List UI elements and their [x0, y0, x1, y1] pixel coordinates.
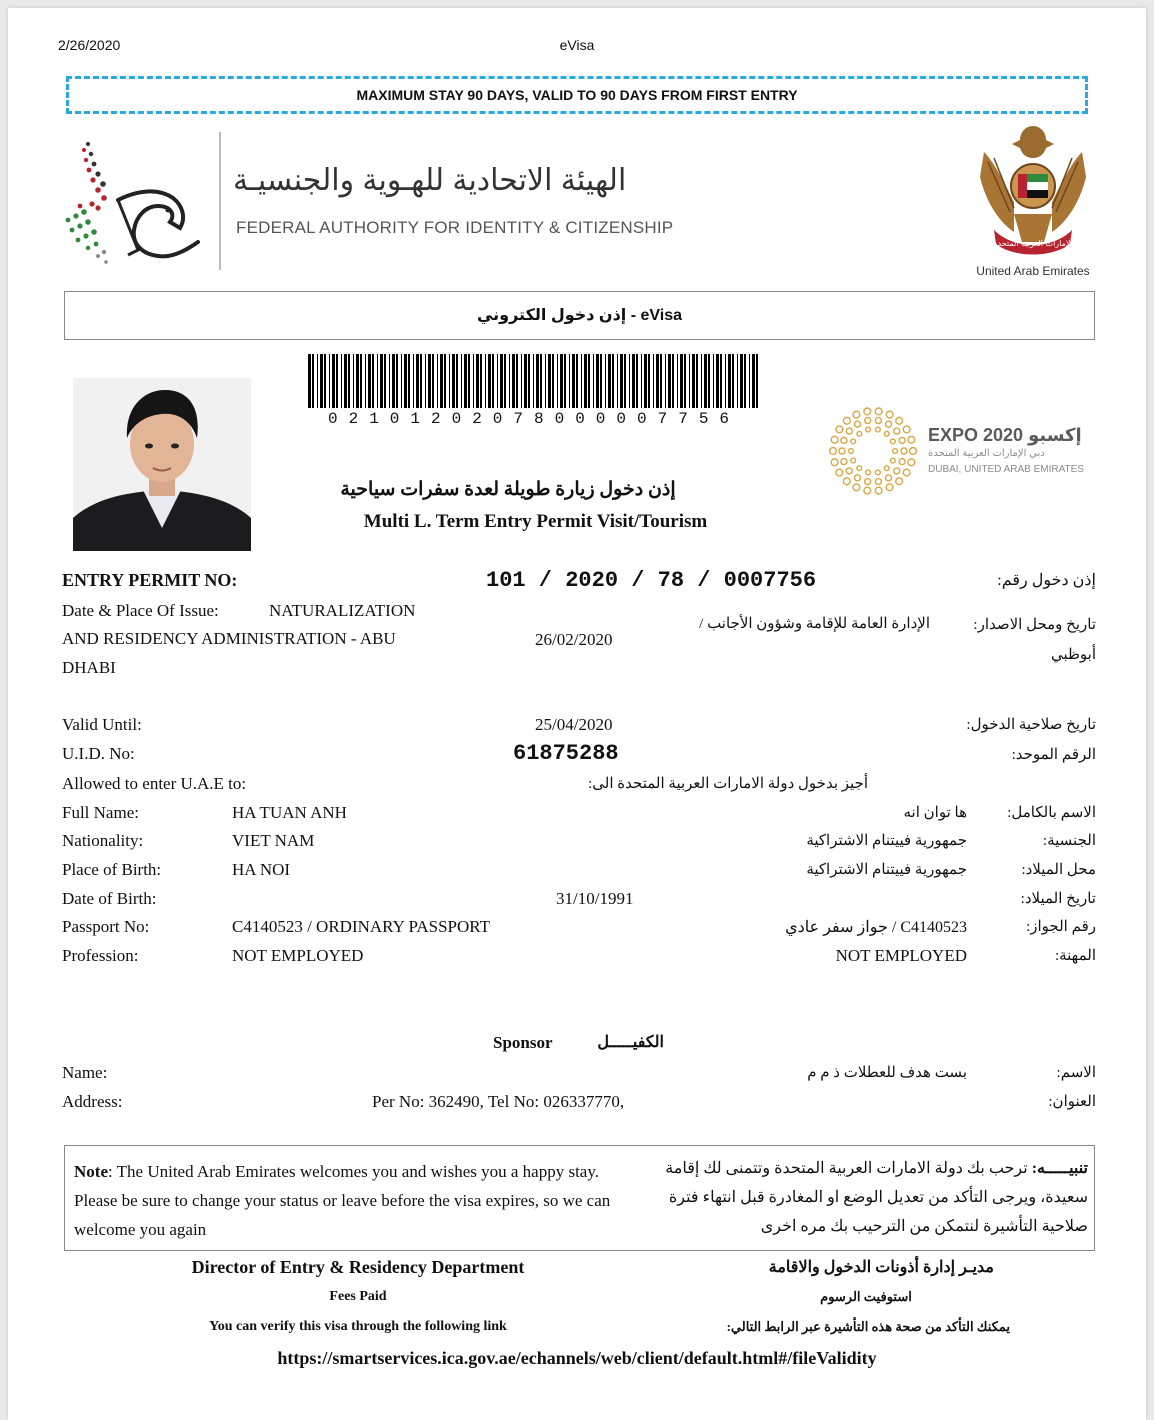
barcode-number: 02101202078000007756 — [327, 410, 741, 428]
entry-permit-label: ENTRY PERMIT NO: — [62, 570, 238, 590]
note-text-ar: ترحب بك دولة الامارات العربية المتحدة وتتمنى لك إقامة سعيدة، ويرجى التأكد من تعديل الوضع او المغادرة قبل انتهاء فترة صلاحية التأشيرة لنتمكن من الترحيب بك مره اخرى — [665, 1160, 1088, 1235]
barcode-bar — [428, 354, 431, 408]
expo-dot — [890, 458, 895, 463]
expo-dot — [855, 475, 861, 481]
barcode-bar — [644, 354, 647, 408]
profession-label-ar: المهنة: — [1054, 948, 1096, 964]
barcode-bar — [569, 354, 570, 408]
barcode-bar — [521, 354, 522, 408]
expo-subtitle-ar: دبي الإمارات العربية المتحدة — [928, 448, 1045, 459]
expo-dot — [849, 449, 854, 454]
fees-paid-en: Fees Paid — [329, 1289, 387, 1304]
barcode-bar — [384, 354, 386, 408]
barcode-bar — [392, 354, 395, 408]
expo-dot — [899, 437, 905, 443]
barcode-bar — [740, 354, 743, 408]
page-title: eVisa — [559, 37, 595, 53]
entry-permit-label-ar: إذن دخول رقم: — [997, 572, 1096, 589]
expo-dot — [901, 448, 907, 454]
barcode-bar — [344, 354, 347, 408]
director-ar: مديـر إدارة أذونات الدخول والاقامة — [768, 1259, 994, 1276]
barcode-bar — [320, 354, 323, 408]
uid-label: U.I.D. No: — [62, 744, 135, 763]
barcode-bar — [377, 354, 378, 408]
barcode-bar — [536, 354, 539, 408]
holder-portrait-icon — [73, 378, 251, 551]
barcode-bar — [360, 354, 362, 408]
barcode-bar — [596, 354, 599, 408]
barcode-bar — [593, 354, 594, 408]
barcode-bar — [581, 354, 582, 408]
note-label-ar: تنبيـــــه: — [1031, 1160, 1088, 1177]
barcode-bar — [425, 354, 426, 408]
expo-dot — [886, 484, 893, 491]
expo-dot — [846, 468, 852, 474]
allowed-label: Allowed to enter U.A.E to: — [62, 774, 247, 793]
barcode-bar — [336, 354, 338, 408]
barcode-bar — [704, 354, 707, 408]
sponsor-name-label-ar: الاسم: — [1056, 1065, 1096, 1081]
barcode-bar — [653, 354, 654, 408]
evisa-document — [8, 8, 1146, 1420]
barcode-bar — [524, 354, 527, 408]
barcode-bar — [332, 354, 335, 408]
expo-dot — [865, 479, 871, 485]
barcode-bar — [672, 354, 674, 408]
barcode-bar — [552, 354, 554, 408]
barcode-bar — [641, 354, 642, 408]
issue-place-line3: DHABI — [62, 658, 116, 677]
barcode-bar — [368, 354, 371, 408]
sponsor-address-label: Address: — [62, 1092, 123, 1111]
expo-dot — [831, 436, 838, 443]
barcode-bar — [629, 354, 630, 408]
issue-place-line2: AND RESIDENCY ADMINISTRATION - ABU — [62, 629, 396, 648]
expo-dot — [896, 417, 903, 424]
authority-name-ar: الهيئة الاتحادية للهـوية والجنسيـة — [233, 164, 627, 197]
barcode-bar — [665, 354, 666, 408]
barcode-bar — [468, 354, 470, 408]
barcode-bar — [572, 354, 575, 408]
barcode-bar — [624, 354, 626, 408]
barcode-bar — [560, 354, 563, 408]
expo-dot — [836, 469, 843, 476]
verify-ar: يمكنك التأكد من صحة هذه التأشيرة عبر الرابط التالي: — [726, 1319, 1010, 1334]
barcode-bar — [492, 354, 494, 408]
barcode-bar — [713, 354, 714, 408]
issue-label: Date & Place Of Issue: — [62, 601, 219, 620]
barcode-bar — [632, 354, 635, 408]
permit-type-en: Multi L. Term Entry Permit Visit/Tourism — [363, 511, 708, 532]
barcode-bar — [480, 354, 482, 408]
expo-dot — [886, 411, 893, 418]
entry-permit-number: 101 / 2020 / 78 / 0007756 — [486, 568, 817, 593]
expo-dot — [841, 459, 847, 465]
expo-dot — [886, 475, 892, 481]
barcode-bar — [449, 354, 450, 408]
print-date: 2/26/2020 — [58, 37, 121, 53]
barcode-bar — [396, 354, 398, 408]
expo-dot — [890, 439, 895, 444]
barcode-bar — [533, 354, 534, 408]
barcode-bar — [737, 354, 738, 408]
place-of-birth-value: HA NOI — [232, 860, 291, 879]
expo-dot — [894, 428, 900, 434]
valid-until-value: 25/04/2020 — [535, 715, 613, 734]
barcode-bar — [452, 354, 455, 408]
barcode-bar — [420, 354, 422, 408]
full-name-label: Full Name: — [62, 803, 139, 822]
fees-paid-ar: استوفيت الرسوم — [820, 1289, 912, 1304]
verify-en: You can verify this visa through the following link — [209, 1319, 507, 1334]
barcode-bar — [312, 354, 314, 408]
authority-name-en: FEDERAL AUTHORITY FOR IDENTITY & CITIZENSHIP — [236, 218, 674, 237]
expo-dot — [839, 448, 845, 454]
barcode-bar — [545, 354, 546, 408]
nationality-value: VIET NAM — [232, 831, 315, 850]
barcode-bar — [461, 354, 462, 408]
profession-value: NOT EMPLOYED — [232, 946, 364, 965]
issue-place-ar-line2: أبوظبي — [1050, 647, 1096, 663]
falcon-logo-icon — [58, 130, 218, 280]
barcode-bar — [636, 354, 638, 408]
barcode-bar — [656, 354, 659, 408]
barcode-bar — [588, 354, 590, 408]
barcode-bar — [548, 354, 551, 408]
expo-dot — [875, 487, 882, 494]
barcode-bar — [557, 354, 558, 408]
date-of-birth-label-ar: تاريخ الميلاد: — [1020, 891, 1096, 907]
valid-until-label: Valid Until: — [62, 715, 142, 734]
expo-dot — [846, 428, 852, 434]
barcode-bar — [689, 354, 690, 408]
barcode-bar — [668, 354, 671, 408]
barcode-bar — [416, 354, 419, 408]
note-ar — [623, 1154, 1088, 1241]
barcode-bar — [684, 354, 686, 408]
profession-value-ar: NOT EMPLOYED — [835, 946, 967, 965]
expo-dot — [851, 458, 856, 463]
barcode-bar — [341, 354, 342, 408]
expo-dot — [886, 421, 892, 427]
barcode-bar — [756, 354, 758, 408]
expo-dot — [896, 478, 903, 485]
expo-dot — [843, 478, 850, 485]
barcode-bar — [456, 354, 458, 408]
barcode-bar — [444, 354, 446, 408]
expo-dot — [866, 427, 871, 432]
place-of-birth-label: Place of Birth: — [62, 860, 162, 879]
uid-label-ar: الرقم الموحد: — [1011, 747, 1096, 763]
expo-dot — [884, 466, 889, 471]
uid-value: 61875288 — [513, 741, 619, 766]
expo-dot — [851, 439, 856, 444]
barcode-bar — [413, 354, 414, 408]
evisa-title: إذن دخول الكتروني - eVisa — [64, 291, 1095, 340]
expo-dot — [903, 426, 910, 433]
expo-dot — [866, 470, 871, 475]
barcode-bar — [696, 354, 698, 408]
barcode-bar — [516, 354, 518, 408]
expo-dot — [908, 436, 915, 443]
valid-until-label-ar: تاريخ صلاحية الدخول: — [966, 717, 1096, 733]
barcode-bar — [401, 354, 402, 408]
expo-dot — [853, 484, 860, 491]
expo-dot — [864, 408, 871, 415]
expo-dot — [875, 479, 881, 485]
verification-link[interactable]: https://smartservices.ica.gov.ae/echannels/web/client/default.html#/fileValidity — [277, 1348, 877, 1368]
issue-place-line1: NATURALIZATION — [269, 601, 416, 620]
expo-dot — [899, 459, 905, 465]
date-of-birth-value: 31/10/1991 — [556, 889, 634, 908]
barcode-bar — [389, 354, 390, 408]
note-en — [74, 1157, 619, 1244]
place-of-birth-value-ar: جمهورية فييتنام الاشتراكية — [806, 862, 967, 878]
barcode-bar — [437, 354, 438, 408]
barcode-bar — [605, 354, 606, 408]
barcode-bar — [692, 354, 695, 408]
expo-dot — [841, 437, 847, 443]
issue-place-ar-line1: الإدارة العامة للإقامة وشؤون الأجانب / — [699, 616, 930, 632]
barcode-bar — [353, 354, 354, 408]
barcode-bar — [617, 354, 618, 408]
barcode-bar — [404, 354, 407, 408]
barcode-bar — [497, 354, 498, 408]
barcode-bar — [473, 354, 474, 408]
barcode-bar — [728, 354, 731, 408]
note-text: : The United Arab Emirates welcomes you and wishes you a happy stay. Please be sure to change your status or leave before the visa expires, so we can welcome you again — [74, 1162, 611, 1239]
barcode-bar — [308, 354, 311, 408]
issue-date: 26/02/2020 — [535, 630, 613, 649]
uae-emblem-caption: United Arab Emirates — [976, 264, 1090, 278]
expo-dot — [884, 431, 889, 436]
expo-2020-logo-icon — [826, 404, 920, 498]
logo-divider — [219, 132, 221, 270]
barcode-bar — [408, 354, 410, 408]
barcode-bar — [608, 354, 611, 408]
barcode-bar — [504, 354, 506, 408]
barcode-bar — [488, 354, 491, 408]
barcode-bar — [576, 354, 578, 408]
expo-subtitle-en: DUBAI, UNITED ARAB EMIRATES — [928, 464, 1084, 475]
barcode-bar — [708, 354, 710, 408]
expo-dot — [893, 449, 898, 454]
barcode-bar — [677, 354, 678, 408]
barcode-bar — [716, 354, 719, 408]
barcode-bar — [440, 354, 443, 408]
barcode-bar — [512, 354, 515, 408]
barcode-bar — [752, 354, 755, 408]
barcode-bar — [680, 354, 683, 408]
permit-type-ar: إذن دخول زيارة طويلة لعدة سفرات سياحية — [340, 479, 676, 500]
barcode-bar — [600, 354, 602, 408]
note-label: Note — [74, 1162, 108, 1181]
passport-label-ar: رقم الجواز: — [1026, 919, 1096, 935]
emblem-ribbon-text: الإمارات العربية المتحدة — [993, 239, 1073, 248]
barcode-bar — [660, 354, 662, 408]
barcode-bar — [701, 354, 702, 408]
barcode-bar — [509, 354, 510, 408]
barcode-bar — [720, 354, 722, 408]
expo-dot — [857, 466, 862, 471]
barcode-bar — [324, 354, 326, 408]
barcode-bar — [380, 354, 383, 408]
barcode-bar — [356, 354, 359, 408]
full-name-label-ar: الاسم بالكامل: — [1007, 805, 1096, 821]
barcode-bar — [485, 354, 486, 408]
expo-dot — [836, 426, 843, 433]
barcode-bar — [564, 354, 566, 408]
place-of-birth-label-ar: محل الميلاد: — [1021, 862, 1096, 878]
barcode-bar — [744, 354, 746, 408]
profession-label: Profession: — [62, 946, 139, 965]
expo-dot — [857, 431, 862, 436]
sponsor-heading-ar: الكفيـــــل — [597, 1034, 664, 1051]
expo-dot — [875, 408, 882, 415]
expo-dot — [875, 427, 880, 432]
expo-dot — [831, 459, 838, 466]
barcode-bar — [612, 354, 614, 408]
barcode-bar — [725, 354, 726, 408]
barcode-bar — [329, 354, 330, 408]
full-name-value: HA TUAN ANH — [232, 803, 347, 822]
expo-dot — [843, 417, 850, 424]
barcode-bar — [372, 354, 374, 408]
barcode-bar — [540, 354, 542, 408]
expo-dot — [894, 468, 900, 474]
barcode-bar — [365, 354, 366, 408]
nationality-label: Nationality: — [62, 831, 144, 850]
sponsor-name-value-ar: بست هدف للعطلات ذ م م — [807, 1065, 967, 1081]
issue-label-ar: تاريخ ومحل الاصدار: — [973, 617, 1096, 633]
expo-title: EXPO 2020 إكسبو — [928, 425, 1082, 445]
barcode-bar — [584, 354, 587, 408]
sponsor-heading: Sponsor — [493, 1033, 553, 1052]
stay-notice-banner: MAXIMUM STAY 90 DAYS, VALID TO 90 DAYS FROM FIRST ENTRY — [66, 76, 1088, 114]
barcode-bar — [464, 354, 467, 408]
barcode-bar — [432, 354, 434, 408]
expo-dot — [853, 411, 860, 418]
barcode-bar — [528, 354, 530, 408]
barcode-bar — [500, 354, 503, 408]
director-en: Director of Entry & Residency Department — [191, 1257, 525, 1277]
sponsor-name-label: Name: — [62, 1063, 108, 1082]
nationality-label-ar: الجنسية: — [1042, 833, 1096, 849]
uae-emblem-icon — [974, 122, 1092, 262]
nationality-value-ar: جمهورية فييتنام الاشتراكية — [806, 833, 967, 849]
expo-dot — [865, 417, 871, 423]
expo-dot — [875, 470, 880, 475]
expo-dot — [864, 487, 871, 494]
expo-dot — [875, 417, 881, 423]
expo-dot — [830, 448, 837, 455]
date-of-birth-label: Date of Birth: — [62, 889, 157, 908]
expo-dot — [910, 448, 917, 455]
barcode-bar — [648, 354, 650, 408]
barcode-bar — [348, 354, 350, 408]
barcode — [304, 354, 766, 408]
barcode-bar — [732, 354, 734, 408]
sponsor-address-value: Per No: 362490, Tel No: 026337770, — [372, 1092, 625, 1111]
barcode-bar — [749, 354, 750, 408]
barcode-bar — [317, 354, 318, 408]
full-name-value-ar: ها توان انه — [903, 805, 967, 821]
passport-value: C4140523 / ORDINARY PASSPORT — [232, 917, 490, 936]
expo-dot — [908, 459, 915, 466]
passport-label: Passport No: — [62, 917, 150, 936]
expo-dot — [855, 421, 861, 427]
barcode-bar — [620, 354, 623, 408]
holder-photo — [73, 378, 251, 551]
passport-value-ar: C4140523 / جواز سفر عادي — [785, 919, 967, 936]
expo-dot — [903, 469, 910, 476]
barcode-bar — [476, 354, 479, 408]
sponsor-address-label-ar: العنوان: — [1048, 1094, 1096, 1110]
allowed-label-ar: أجيز بدخول دولة الامارات العربية المتحدة الى: — [588, 776, 868, 792]
